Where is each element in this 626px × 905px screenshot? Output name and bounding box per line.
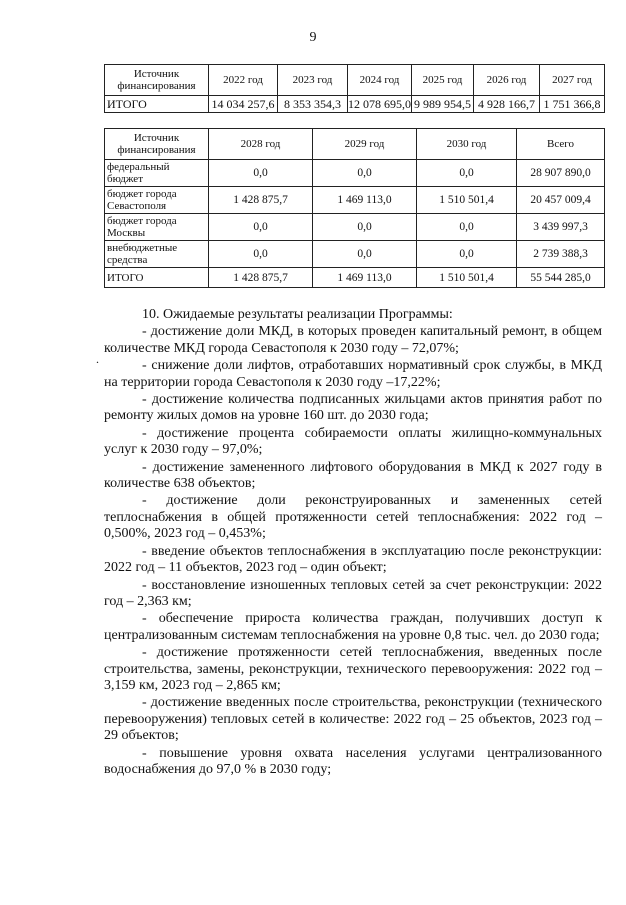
table-cell: 3 439 997,3 (517, 214, 605, 241)
table-cell: 1 469 113,0 (313, 187, 417, 214)
table-cell: 28 907 890,0 (517, 160, 605, 187)
table-cell: 0,0 (417, 241, 517, 268)
table-cell: 1 510 501,4 (417, 187, 517, 214)
table-cell: 9 989 954,5 (412, 96, 474, 113)
header-year: 2027 год (540, 65, 605, 96)
table-cell: 0,0 (313, 214, 417, 241)
table-row (105, 96, 605, 113)
header-year: 2025 год (412, 65, 474, 96)
header-year: 2023 год (278, 65, 348, 96)
funding-table-2022-2027 (104, 64, 605, 113)
row-label: бюджет города Севастополя (105, 187, 209, 214)
table-cell: 1 469 113,0 (313, 268, 417, 288)
table-cell: 0,0 (417, 160, 517, 187)
list-item: - достижение введенных после строительства, реконструкции (технического перевооружения) тепловых сетей в количестве: 2022 год – 25 объектов, 2023 год – 29 объектов; (104, 695, 602, 744)
header-year: 2030 год (417, 129, 517, 160)
table-cell: 0,0 (313, 160, 417, 187)
list-item: - обеспечение прироста количества граждан, получивших доступ к централизованным системам теплоснабжения на уровне 0,8 тыс. чел. до 2030 года; (104, 611, 602, 643)
row-label: федеральный бюджет (105, 160, 209, 187)
table-cell: 1 428 875,7 (209, 187, 313, 214)
table-cell: 1 751 366,8 (540, 96, 605, 113)
table-cell: 0,0 (417, 214, 517, 241)
list-item: - снижение доли лифтов, отработавших нормативный срок службы, в МКД на территории города Севастополя к 2030 году –17,22%; (104, 358, 602, 390)
row-label: внебюджетные средства (105, 241, 209, 268)
header-year: 2026 год (474, 65, 540, 96)
table-cell: 0,0 (209, 160, 313, 187)
table-row (105, 214, 605, 241)
row-label: ИТОГО (105, 268, 209, 288)
header-source: Источник финансирования (105, 65, 209, 96)
list-item: - достижение замененного лифтового оборудования в МКД к 2027 году в количестве 638 объектов; (104, 459, 602, 492)
table-cell: 8 353 354,3 (278, 96, 348, 113)
table-cell: 1 510 501,4 (417, 268, 517, 288)
funding-table-2028-2030 (104, 128, 605, 288)
row-label: бюджет города Москвы (105, 214, 209, 241)
table-cell: 0,0 (209, 214, 313, 241)
row-label: ИТОГО (105, 96, 209, 113)
table-cell: 0,0 (209, 241, 313, 268)
header-year: 2029 год (313, 129, 417, 160)
list-item: - достижение доли МКД, в которых проведен капитальный ремонт, в общем количестве МКД города Севастополя к 2030 году – 72,07%; (104, 324, 602, 356)
page-number: 9 (309, 30, 317, 45)
table-cell: 20 457 009,4 (517, 187, 605, 214)
table-row (105, 160, 605, 187)
table-cell: 0,0 (313, 241, 417, 268)
list-item: - повышение уровня охвата населения услугами централизованного водоснабжения до 97,0 % в 2030 году; (104, 745, 602, 777)
table-cell: 2 739 388,3 (517, 241, 605, 268)
section-heading: 10. Ожидаемые результаты реализации Программы: (142, 307, 453, 322)
table-cell: 12 078 695,0 (348, 96, 411, 111)
header-year: 2022 год (209, 65, 278, 96)
list-item: - восстановление изношенных тепловых сетей за счет реконструкции: 2022 год – 2,363 км; (104, 577, 602, 609)
header-total: Всего (517, 129, 605, 160)
table-cell: 14 034 257,6 (209, 96, 278, 113)
header-year: 2024 год (348, 65, 412, 96)
list-item: - достижение процента собираемости оплаты жилищно-коммунальных услуг к 2030 году – 97,0%; (104, 425, 602, 458)
header-year: 2028 год (209, 129, 313, 160)
table-row (105, 241, 605, 268)
list-item: - достижение протяженности сетей теплоснабжения, введенных после строительства, замены, реконструкции, технического перевооружения: 2022 год – 3,159 км, 2023 год – 2,865 км; (104, 645, 602, 693)
scan-speck: . (96, 352, 99, 366)
table-row (105, 187, 605, 214)
list-item: - достижение количества подписанных жильцами актов принятия работ по ремонту жилых домов на уровне 160 шт. до 2030 года; (104, 392, 602, 424)
table-header-row (105, 129, 605, 160)
header-source: Источник финансирования (105, 129, 209, 160)
table-cell: 55 544 285,0 (517, 268, 605, 288)
list-item: - достижение доли реконструированных и замененных сетей теплоснабжения в общей протяженности сетей теплоснабжения: 2022 год – 0,500%, 2023 год – 0,453%; (104, 493, 602, 542)
expected-results-section (104, 307, 602, 779)
table-cell: 4 928 166,7 (474, 96, 540, 113)
table-header-row (105, 65, 605, 96)
table-cell: 1 428 875,7 (209, 268, 313, 288)
table-total-row (105, 268, 605, 288)
list-item: - введение объектов теплоснабжения в эксплуатацию после реконструкции: 2022 год – 11 объектов, 2023 год – один объект; (104, 543, 602, 576)
